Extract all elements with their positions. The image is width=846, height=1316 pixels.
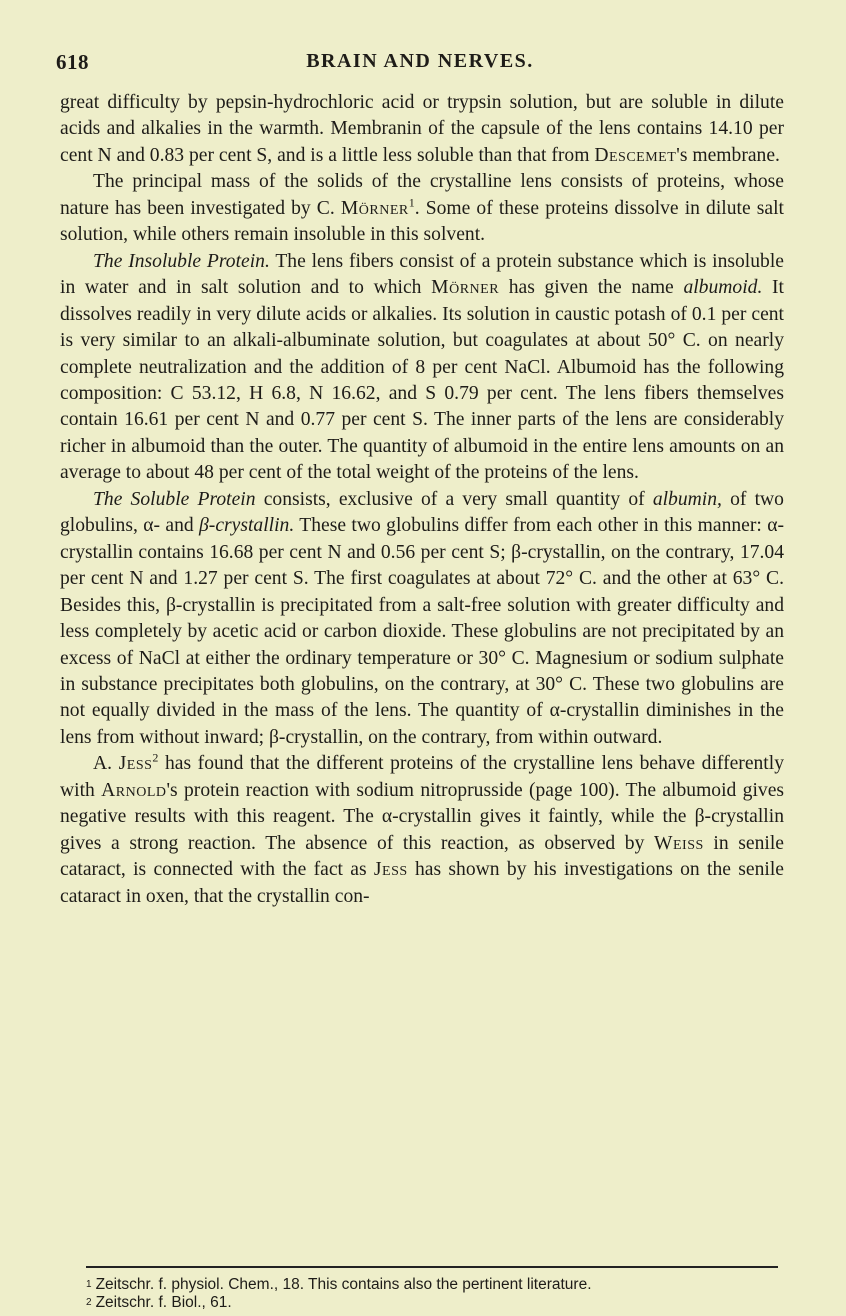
page-number: 618 (56, 50, 89, 74)
footnote-ref: 1 (408, 195, 415, 210)
footnotes (86, 1276, 786, 1312)
author-name: Weiss (654, 832, 704, 854)
section-heading: The Soluble Protein (93, 488, 256, 510)
section-heading: The Insoluble Protein. (93, 250, 270, 272)
term: albumoid. (683, 277, 763, 299)
author-name: Mörner (431, 277, 500, 299)
page-header (56, 50, 784, 80)
author-name: Mörner (340, 197, 409, 219)
footnote-rule (86, 1266, 778, 1268)
paragraph-5: A. Jess$^2$ has found that the different proteins of the crystalline lens behave differently with Arnold's protein reaction with sodium nitroprusside (page 100). The albumoid gives negative results with this reagent. The α-crystallin gives it faintly, while the β-crystallin gives a strong reaction. The absence of this reaction, as observed by Weiss in senile cataract, is connected with the fact as Jess has shown by his investigations on the senile cataract in oxen, that the crystallin con- (60, 750, 785, 907)
footnote-ref: 2 (152, 750, 159, 765)
term: β-crystallin. (199, 515, 295, 537)
paragraph-4: The Soluble Protein consists, exclusive of a very small quantity of albumin, of two globulins, α- and β-crystallin. These two globulins differ from each other in this manner: α-crystallin contains 16.68 per cent N and 0.56 per cent S; β-crystallin, on the contrary, 17.04 per cent N and 1.27 per cent S. The first coagulates at about 72° C. and the other at 63° C. Besides this, β-crystallin is precipitated from a salt-free solution with greater difficulty and less completely by acetic acid or carbon dioxide. These globulins are not precipitated by an excess of NaCl at either the ordinary temperature or 30° C. Magnesium or sodium sulphate in substance precipitates both globulins, on the contrary, at 30° C. These two globulins are not equally divided in the mass of the lens. The quantity of α-crystallin diminishes in the lens from without inward; β-crystallin, on the contrary, from within outward. (60, 488, 784, 748)
author-name: Arnold (101, 779, 167, 801)
author-name: Descemet (594, 144, 677, 166)
author-name: Jess (118, 753, 153, 775)
paragraph-3: The Insoluble Protein. The lens fibers consist of a protein substance which is insoluble in water and in salt solution and to which Mörner has given the name albumoid. It dissolves readily in very dilute acids or alkalies. Its solution in caustic potash of 0.1 per cent is very similar to an alkali-albuminate solution, but coagulates at about 50° C. on nearly complete neutralization and the addition of 8 per cent NaCl. Albumoid has the following composition: C 53.12, H 6.8, N 16.62, and S 0.79 per cent. The lens fibers themselves contain 16.61 per cent N and 0.77 per cent S. The inner parts of the lens are considerably richer in albumoid than the outer. The quantity of albumoid in the entire lens amounts on an average to about 48 per cent of the total weight of the proteins of the lens. (60, 250, 785, 484)
paragraph-1: great difficulty by pepsin-hydrochloric acid or trypsin solution, but are soluble in dilute acids and alkalies in the warmth. Membranin of the capsule of the lens contains 14.10 per cent N and 0.83 per cent S, and is a little less soluble than that from Descemet's membrane. (60, 92, 784, 166)
term: albumin, (652, 488, 722, 510)
footnote: $^1$ Zeitschr. f. physiol. Chem., 18. This contains also the pertinent literature. (86, 1276, 592, 1293)
footnote: $^2$ Zeitschr. f. Biol., 61. (86, 1294, 232, 1311)
running-head: BRAIN AND NERVES. (306, 50, 534, 72)
paragraph-2: The principal mass of the solids of the crystalline lens consists of proteins, whose nature has been investigated by C. Mörner$^1$. Some of these proteins dissolve in dilute salt solution, while others remain insoluble in this solvent. (60, 171, 784, 246)
author-name: Jess (373, 859, 408, 881)
body-text (60, 90, 784, 910)
